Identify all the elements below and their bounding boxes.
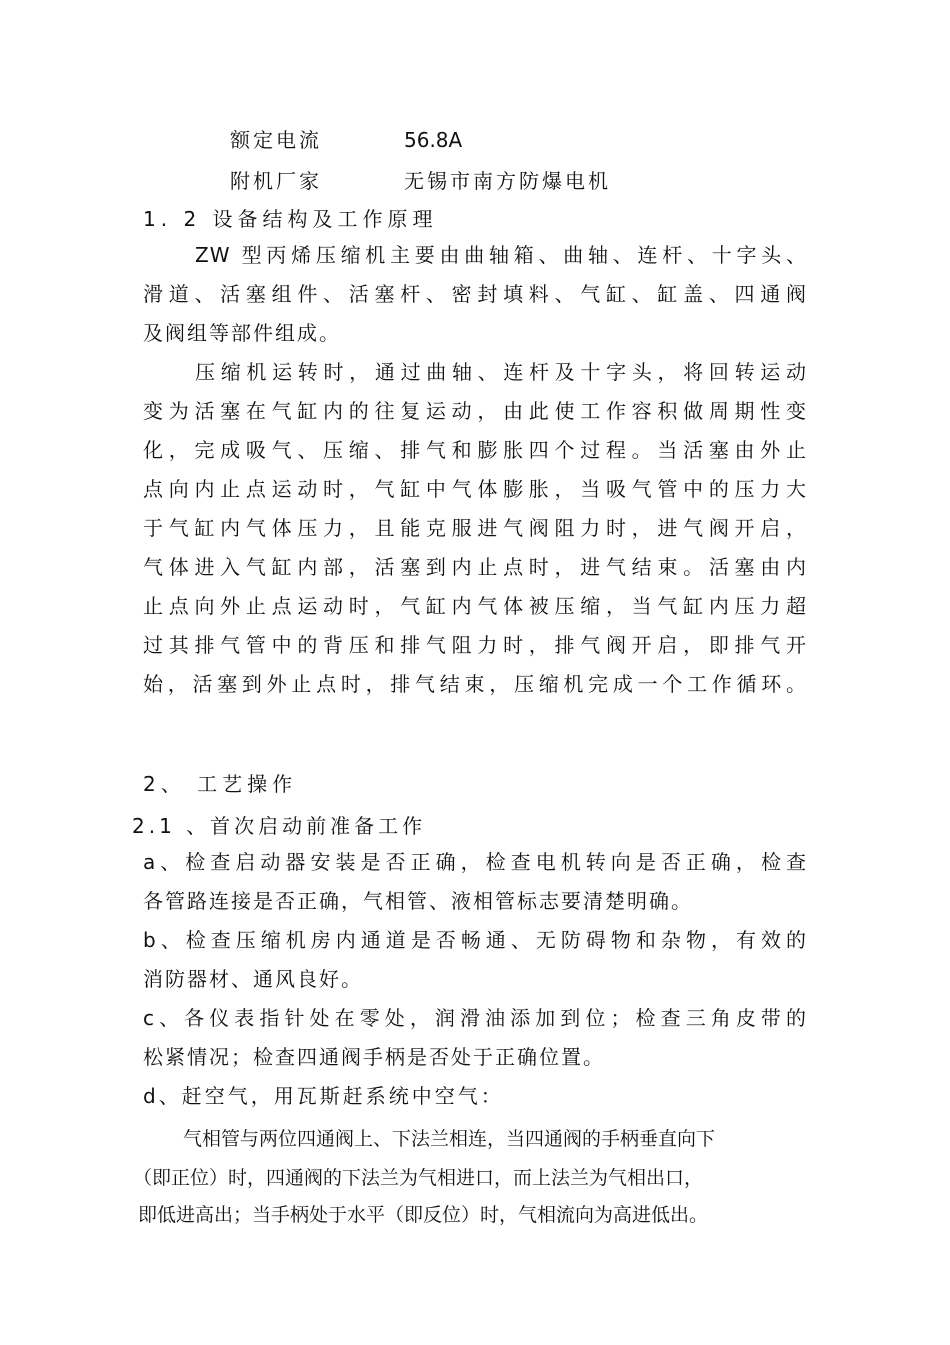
spec-label: 附机厂家 bbox=[230, 169, 322, 193]
paragraph-line: 滑道、活塞组件、活塞杆、密封填料、气缸、缸盖、四通阀 bbox=[143, 282, 807, 306]
spec-row-manufacturer bbox=[230, 165, 611, 194]
list-item: 各管路连接是否正确，气相管、液相管标志要清楚明确。 bbox=[143, 889, 693, 913]
list-item: 消防器材、通风良好。 bbox=[143, 967, 363, 991]
section-heading-1-2: 1. 2 设备结构及工作原理 bbox=[143, 207, 438, 231]
closing-line: 即低进高出；当手柄处于水平（即反位）时，气相流向为高进低出。 bbox=[138, 1204, 709, 1226]
list-item: b、检查压缩机房内通道是否畅通、无防碍物和杂物，有效的 bbox=[143, 928, 807, 952]
list-item: a、检查启动器安装是否正确，检查电机转向是否正确，检查 bbox=[143, 850, 807, 874]
list-item: c、各仪表指针处在零处，润滑油添加到位；检查三角皮带的 bbox=[143, 1006, 807, 1030]
paragraph-line: 点向内止点运动时，气缸中气体膨胀，当吸气管中的压力大 bbox=[143, 477, 807, 501]
paragraph-line: 化，完成吸气、压缩、排气和膨胀四个过程。当活塞由外止 bbox=[143, 438, 807, 462]
paragraph-line: ZW 型丙烯压缩机主要由曲轴箱、曲轴、连杆、十字头、 bbox=[195, 243, 807, 267]
spec-row-rated-current bbox=[230, 124, 462, 153]
list-item: 松紧情况；检查四通阀手柄是否处于正确位置。 bbox=[143, 1045, 605, 1069]
paragraph-line: 过其排气管中的背压和排气阻力时，排气阀开启，即排气开 bbox=[143, 633, 807, 657]
spec-label: 额定电流 bbox=[230, 128, 322, 152]
closing-line: （即正位）时，四通阀的下法兰为气相进口，而上法兰为气相出口， bbox=[133, 1167, 704, 1189]
paragraph-line: 气体进入气缸内部，活塞到内止点时，进气结束。活塞由内 bbox=[143, 555, 807, 579]
paragraph-line: 及阀组等部件组成。 bbox=[143, 321, 341, 345]
paragraph-line: 始，活塞到外止点时，排气结束，压缩机完成一个工作循环。 bbox=[143, 672, 807, 696]
closing-line: 气相管与两位四通阀上、下法兰相连，当四通阀的手柄垂直向下 bbox=[183, 1128, 716, 1150]
paragraph-line: 变为活塞在气缸内的往复运动，由此使工作容积做周期性变 bbox=[143, 399, 807, 423]
paragraph-line: 压缩机运转时，通过曲轴、连杆及十字头，将回转运动 bbox=[195, 360, 807, 384]
sub-heading-2-1: 2.1 、首次启动前准备工作 bbox=[132, 814, 427, 838]
section-heading-2: 2、 工艺操作 bbox=[143, 772, 298, 796]
paragraph-line: 止点向外止点运动时，气缸内气体被压缩，当气缸内压力超 bbox=[143, 594, 807, 618]
paragraph-line: 于气缸内气体压力，且能克服进气阀阻力时，进气阀开启， bbox=[143, 516, 807, 540]
spec-value: 无锡市南方防爆电机 bbox=[404, 169, 611, 193]
spec-value: 56.8A bbox=[404, 128, 463, 152]
list-item: d、赶空气，用瓦斯赶系统中空气： bbox=[143, 1084, 504, 1108]
